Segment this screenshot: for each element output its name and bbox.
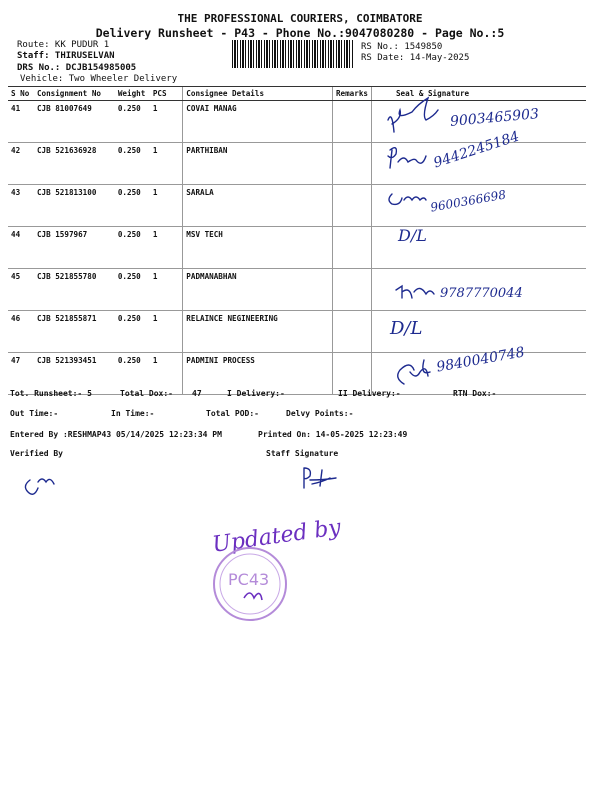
signature-45 xyxy=(396,286,434,298)
i-delivery: I Delivery:- xyxy=(227,389,285,398)
verified-by: Verified By xyxy=(10,449,63,458)
cell-consignee: PADMINI PROCESS xyxy=(183,353,333,395)
signature-42 xyxy=(388,148,426,168)
handwritten-phone-47: 9840040748 xyxy=(435,344,526,376)
signature-staff xyxy=(304,468,336,488)
col-remarks: Remarks xyxy=(332,87,371,101)
col-consignment: Consignment No xyxy=(34,87,115,101)
cell-consignment: CJB 1597967 xyxy=(34,227,115,269)
cell-consignee: RELAINCE NEGINEERING xyxy=(183,311,333,353)
cell-weight: 0.250 xyxy=(115,143,150,185)
cell-weight: 0.250 xyxy=(115,269,150,311)
handwritten-phone-43: 9600366698 xyxy=(429,187,507,215)
signature-41 xyxy=(388,98,438,132)
route-label: Route: KK PUDUR 1 xyxy=(17,40,110,50)
delvy-points: Delvy Points:- xyxy=(286,409,354,418)
cell-consignment: CJB 521855780 xyxy=(34,269,115,311)
entered-by: Entered By :RESHMAP43 05/14/2025 12:23:34 PM xyxy=(10,430,222,439)
cell-sno: 41 xyxy=(8,101,34,143)
cell-consignment: CJB 81007649 xyxy=(34,101,115,143)
ii-delivery: II Delivery:- xyxy=(338,389,401,398)
handwritten-phone-41: 9003465903 xyxy=(449,106,540,130)
cell-sno: 46 xyxy=(8,311,34,353)
cell-consignee: MSV TECH xyxy=(183,227,333,269)
cell-pcs: 1 xyxy=(150,311,183,353)
drs-number: DRS No.: DCJB154985005 xyxy=(17,63,137,73)
handwritten-dl-46: D/L xyxy=(390,318,423,339)
cell-sno: 45 xyxy=(8,269,34,311)
vehicle-label: Vehicle: Two Wheeler Delivery xyxy=(20,74,178,84)
tot-runsheet: Tot. Runsheet:- 5 xyxy=(10,389,92,398)
col-pcs: PCS xyxy=(150,87,183,101)
cell-consignee: PARTHIBAN xyxy=(183,143,333,185)
cell-consignee: COVAI MANAG xyxy=(183,101,333,143)
cell-weight: 0.250 xyxy=(115,311,150,353)
updated-by-note: Updated by xyxy=(210,515,343,558)
cell-consignment: CJB 521855871 xyxy=(34,311,115,353)
col-consignee: Consignee Details xyxy=(183,87,333,101)
cell-sno: 42 xyxy=(8,143,34,185)
cell-consignment: CJB 521636928 xyxy=(34,143,115,185)
handwritten-dl-44: D/L xyxy=(398,226,427,245)
cell-pcs: 1 xyxy=(150,101,183,143)
rtn-dox: RTN Dox:- xyxy=(453,389,497,398)
rs-date: RS Date: 14-May-2025 xyxy=(361,53,470,63)
cell-consignee: SARALA xyxy=(183,185,333,227)
runsheet-title: Delivery Runsheet - P43 - Phone No.:9047080280 - Page No.:5 xyxy=(95,26,505,40)
signature-43 xyxy=(389,194,426,204)
cell-consignment: CJB 521393451 xyxy=(34,353,115,395)
company-title: THE PROFESSIONAL COURIERS, COIMBATORE xyxy=(177,12,423,25)
cell-pcs: 1 xyxy=(150,269,183,311)
cell-weight: 0.250 xyxy=(115,101,150,143)
cell-consignee: PADMANABHAN xyxy=(183,269,333,311)
handwritten-phone-46: 9787770044 xyxy=(440,286,523,301)
handwritten-phone-42: 9442245184 xyxy=(431,128,522,172)
cell-weight: 0.250 xyxy=(115,227,150,269)
total-pod: Total POD:- xyxy=(206,409,259,418)
col-weight: Weight xyxy=(115,87,150,101)
cell-sno: 43 xyxy=(8,185,34,227)
signature-verified xyxy=(25,479,54,494)
cell-pcs: 1 xyxy=(150,185,183,227)
cell-sno: 47 xyxy=(8,353,34,395)
cell-pcs: 1 xyxy=(150,227,183,269)
printed-on: Printed On: 14-05-2025 12:23:49 xyxy=(258,430,408,439)
cell-pcs: 1 xyxy=(150,353,183,395)
stamp-text: PC43 xyxy=(228,570,270,589)
signature-47 xyxy=(398,360,430,384)
cell-weight: 0.250 xyxy=(115,185,150,227)
col-sno: S No xyxy=(8,87,34,101)
rs-number: RS No.: 1549850 xyxy=(361,42,443,52)
staff-label: Staff: THIRUSELVAN xyxy=(17,51,115,61)
cell-weight: 0.250 xyxy=(115,353,150,395)
out-time: Out Time:- xyxy=(10,409,59,418)
total-dox-label: Total Dox:- xyxy=(120,389,173,398)
staff-signature: Staff Signature xyxy=(266,449,339,458)
cell-pcs: 1 xyxy=(150,143,183,185)
in-time: In Time:- xyxy=(111,409,155,418)
col-signature: Seal & Signature xyxy=(371,87,586,101)
total-dox-value: 47 xyxy=(192,389,202,398)
cell-consignment: CJB 521813100 xyxy=(34,185,115,227)
cell-sno: 44 xyxy=(8,227,34,269)
